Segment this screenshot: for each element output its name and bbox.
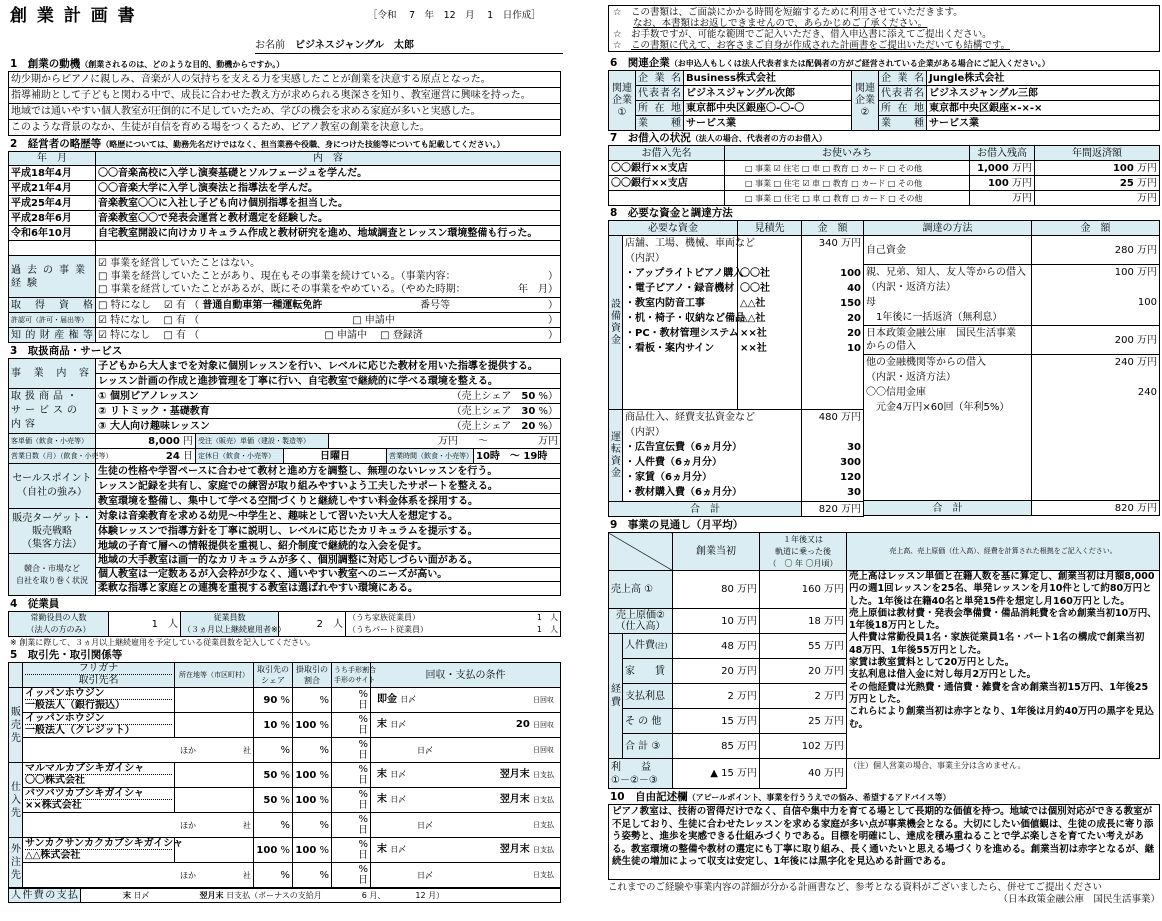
working-amount: 30	[847, 442, 861, 453]
checkbox[interactable]: □	[380, 329, 390, 341]
equipment-item: ・机・椅子・収納など備品	[625, 313, 745, 324]
funding-sources-table: 調達の方法 金 額 自己資金 280 万円 親、兄弟、知人、友人等からの借入 （内訳・返済方法） 母 1年後に一括返済（無利息） 100 万円 100 日本政策金融公庫 国民生活事業 からの借入 200 万円 他の金融機関等からの借入 （内訳・返済方法） 〇〇信用金庫 元金4万円×60回（年利5%） 240 万円 240 合 計 820 万円	[863, 220, 1160, 517]
motive-line: 地域では通いやすい個人教室が圧倒的に不足していたため、学びの機会を求める家庭が多いと実感した。	[9, 104, 561, 120]
product-name: ① 個別ピアノレッスン	[98, 390, 199, 402]
company-2-address: 東京都中央区銀座×-×-×	[927, 101, 1160, 116]
partner-terms: 末 日〆 翌月末 日支払	[371, 788, 561, 813]
equipment-label: 設備資金	[609, 236, 623, 410]
product-name: ② リトミック・基礎教育	[98, 405, 210, 417]
close-time: 19時	[523, 450, 548, 462]
equipment-vendor: △△社	[740, 313, 766, 324]
sales-point-label: セールスポイント （自社の強み）	[9, 464, 96, 509]
equipment-amount: 100	[840, 268, 861, 279]
equipment-amount: 20	[847, 313, 861, 324]
target-label: 販売ターゲット・ 販売戦略 （集客方法）	[9, 509, 96, 554]
other-partners: ほか 社	[23, 813, 254, 838]
checkbox-checked[interactable]: ☑	[98, 329, 107, 341]
checkbox[interactable]: □	[163, 329, 173, 341]
checkbox[interactable]: □	[822, 193, 831, 203]
section-10-title: 10 自由記述欄（アピールポイント、事業を行ううえでの悩み、希望するアドバイス等）	[610, 791, 951, 803]
cogs-after: 18	[808, 615, 821, 627]
past-option: 事業を経営していたことがあるが、既にその事業をやめている。（やめた時期：	[110, 284, 466, 295]
checkbox[interactable]: □	[98, 271, 108, 282]
paren: ）	[548, 271, 558, 282]
target-line: 体験レッスンで指導方針を丁寧に説明し、レベルに応じたカリキュラムを提示する。	[96, 524, 561, 539]
checkbox[interactable]: □	[822, 178, 831, 188]
profit-initial: ▲ 15	[710, 768, 734, 779]
related-company-1-label: 関連 企業 ①	[609, 71, 636, 131]
loan-annual: 100	[1112, 162, 1134, 174]
bonus-month-2: 12	[415, 891, 426, 900]
outlook-table: 創業当初 １年後又は 軌道に乗った後 （ 〇 年 〇月頃） 売上高、売上原価（仕入高）、経費を計算された根拠をご記入ください。 売上高 ① 80 万円 160 万円 売上高はレッスン単価と在籍人数を基に算定し、創業当初は月額8,000円の週1回レッスンを25名、単発レッスンを月10件として約80万円とした。1年後は在籍40名と単発15件を想定し月160万円とした。 売上原価は教材費・発表会準備費・備品消耗費を含め創業当初10万円、1年後18万円とした。 人件費は常勤役員1名・家族従業員1名・パート1名の構成で創業当初48万円、1年後55万円とした。 家賃は教室賃料として20万円とした。 支払利息は借入金に対し毎月2万円とした。 その他経費は光熱費・通信費・雑費を含め創業当初15万円、1年後25万円とした。 これらにより創業当初は赤字となり、1年後は月約40万円の黒字を見込む。 売上原価② （仕入高） 10 万円 18 万円 経費 人件費(注) 48 万円 55 万円 家 賃 20 万円 20 万円 支払利息 2 万円 2 万円 そ の 他 15 万円 25 万円 合 計 ③ 85 万円 102 万円 利 益 ①－②－③ ▲ 15 万円 40 万円 （注）個人営業の場合、事業主分は含めません。	[608, 532, 1160, 789]
business-days-label: 営業日数（月）（飲食・小売等）	[9, 449, 96, 464]
partner-share: 50	[263, 794, 278, 806]
checkbox[interactable]: □	[888, 193, 896, 203]
equipment-amount: 150	[840, 298, 861, 309]
working-amount: 120	[840, 472, 861, 483]
partner-terms: 末 日〆 翌月末 日支払	[371, 763, 561, 788]
family-count: 1	[536, 613, 542, 622]
career-date: 令和6年10月	[9, 226, 96, 241]
equipment-vendor: 〇〇社	[740, 268, 770, 279]
own-funds: 280	[1114, 244, 1134, 256]
col-content: 内 容	[96, 152, 561, 166]
checkbox-checked[interactable]: ☑	[98, 258, 107, 269]
products-table: 事業内容 子どもから大人までを対象に個別レッスンを行い、レベルに応じた教材を用いた指導を提供する。 レッスン計画の作成と進捗管理を丁寧に行い、自宅教室で継続的に学べる環境を整える。 取扱商品・サービスの内容 ① 個別ピアノレッスン （売上シェア 50 %） ② リトミック・基礎教育 （売上シェア 30 %） ③ 大人向け趣味レッスン （売上シェア 20 %） 客単価（飲食・小売等） 8,000 円 受注（販売）単価（建設・製造等） 万円 ～ 万円 営業日数（月）（飲食・小売等） 24 日 定休日（飲食・小売等） 日曜日 営業時間（飲食・小売等） 10時 ～ 19時 セールスポイント （自社の強み） 生徒の性格や学習ペースに合わせて教材と進め方を調整し、無理のないレッスンを行う。 レッスン記録を共有し、家庭での練習が取り組みやすいよう工夫したサポートを整える。 教室環境を整備し、集中して学べる空間づくりと継続しやすい料金体系を採用する。 販売ターゲット・ 販売戦略 （集客方法） 対象は音楽教育を求める幼児～中学生と、趣味として習いたい大人を想定する。 体験レッスンで指導方針を丁寧に説明し、レベルに応じたカリキュラムを提示する。 地域の子育て層への情報提供を重視し、紹介制度で継続的な入会を促す。 競合・市場など 自社を取り巻く状況 地域の大手教室は画一的なカリキュラムが多く、個別調整に対応しづらい面がある。 個人教室は一定数あるが入会枠が少なく、通いやすい教室へのニーズが高い。 柔軟な指導と家庭との連携を重視する教室は選ばれやすい環境にある。	[8, 358, 561, 596]
equipment-amount: 40	[847, 283, 861, 294]
equipment-vendor: ××社	[740, 343, 767, 354]
partner-terms: 末 日〆 翌月末 日支払	[371, 838, 561, 863]
loan-purpose: □ 事業 □ 住宅 ☑ 車 □ 教育 □ カード □ その他	[725, 176, 970, 191]
checkbox[interactable]: □	[745, 193, 753, 203]
partner-row: イッパンホウジン 一般法人（クレジット） 10 % 100 % % 日 末 日〆 20 日回収	[9, 713, 561, 738]
motive-line: 幼少期からピアノに親しみ、音楽が人の気持ちを支える力を実感したことが創業を決意する原点となった。	[9, 72, 561, 88]
competition-line: 個人教室は一定数あるが入会枠が少なく、通いやすい教室へのニーズが高い。	[96, 568, 561, 582]
section-7-title: 7 お借入の状況（法人の場合、代表者の方のお借入）	[610, 132, 827, 144]
partner-name: バツバツカブシキガイシャ ××株式会社	[23, 788, 175, 813]
checkbox[interactable]: □	[324, 329, 334, 341]
partner-share: 90	[263, 694, 278, 706]
partner-name: イッパンホウジン 一般法人（銀行振込）	[23, 688, 175, 713]
section-2-title: 2 経営者の略歴等（略歴については、勤務先名だけではなく、担当業務や役職、身につけた技能等についても記載してください。）	[10, 138, 505, 150]
created-date: ［令和 7 年 12 月 1 日作成］	[368, 10, 541, 21]
career-text: 音楽教室〇〇で発表会運営と教材選定を経験した。	[96, 211, 561, 226]
notice-line: お手数ですが、可能な範囲でご記入いただき、借入申込書に添えてご提出ください。	[631, 29, 992, 40]
career-text: 〇〇音楽大学に入学し演奏法と指導法を学んだ。	[96, 181, 561, 196]
working-amount: 300	[840, 457, 861, 468]
partner-row: 販売先 イッパンホウジン 一般法人（銀行振込） 90 % % % 日 即金 日〆 日回収	[9, 688, 561, 713]
sales-after: 160	[801, 584, 821, 595]
qualification-label: 取得資格	[9, 298, 96, 313]
checkbox[interactable]: □	[773, 178, 782, 188]
product-share: 20	[521, 420, 536, 432]
outlook-note: （注）個人営業の場合、事業主分は含めません。	[847, 759, 1160, 789]
star-icon: ☆	[613, 29, 622, 40]
cogs-initial: 10	[721, 615, 734, 627]
loan-row: 〇〇銀行××支店 □ 事業 □ 住宅 ☑ 車 □ 教育 □ カード □ その他 100 万円 25 万円	[609, 176, 1160, 191]
open-time: 10時	[476, 450, 500, 462]
past-experience-label: 過去の事業経験	[9, 256, 96, 298]
past-option: 事業を経営していたことがあり、現在もその事業を続けている。（事業内容：	[110, 271, 456, 282]
loan-balance: 100	[987, 177, 1009, 189]
partner-row: ほか 社 % % % 日 日〆 日支払	[9, 813, 561, 838]
company-1-industry: サービス業	[684, 116, 852, 131]
partner-row: 外注先 サンカクサンカクカブシキガイシャ △△株式会社 100 % 100 % % 日 末 日〆 翌月末 日支払	[9, 838, 561, 863]
company-1-rep: ビジネスジャングル次郎	[684, 86, 852, 101]
checkbox[interactable]: □	[98, 284, 108, 295]
past-option: 事業を経営していたことはない。	[110, 258, 261, 269]
working-capital-label: 運転資金	[609, 410, 623, 502]
other-partners: ほか 社	[23, 738, 254, 763]
lender: 〇〇銀行××支店	[609, 176, 725, 191]
loan-purpose: □ 事業 ☑ 住宅 □ 車 □ 教育 □ カード □ その他	[725, 161, 970, 176]
checkbox[interactable]: □	[822, 163, 831, 173]
career-table: 年 月 内 容 平成18年4月 〇〇音楽高校に入学し演奏基礎とソルフェージュを学んだ。 平成21年4月 〇〇音楽大学に入学し演奏法と指導法を学んだ。 平成25年4月 音楽教室〇〇に入社し子ども向け個別指導を担当した。 平成28年6月 音楽教室〇〇で発表会運営と教材選定を経験した。 令和6年10月 自宅教室開設に向けカリキュラム作成と教材研究を進め、地域調査とレッスン環境整備も行った。 過去の事業経験 ☑ 事業を経営していたことはない。 □ 事業を経営していたことがあり、現在もその事業を続けている。（事業内容： ） □ 事業を経営していたことがあるが、既にその事業をやめている。（やめた時期： 年 月） 取得資格 □ 特になし ☑ 有 （ 普通自動車第一種運転免許 番号等 ） 許認可（許可・届出等） ☑ 特になし □ 有 （ □ 申請中 ） 知的財産権等 ☑ 特になし □ 有 （ □ 申請中 □ 登録済 ）	[8, 151, 561, 343]
motive-line: 指導補助として子どもと関わる中で、成長に合わせた教え方が求められる奥深さを知り、教室運営に興味を持った。	[9, 88, 561, 104]
col-credit: 掛取引の割合	[293, 663, 332, 688]
payroll-label: 人件費の支払	[9, 889, 81, 903]
equipment-item: ・アップライトピアノ購入	[625, 268, 744, 279]
permit-label: 許認可（許可・届出等）	[9, 313, 96, 328]
section-6-title: 6 関連企業（お申込人もしくは法人代表者または配偶者の方がご経営されている企業がある場合にご記入ください。）	[610, 57, 1050, 69]
qualification-value: 普通自動車第一種運転免許	[202, 299, 323, 311]
col-share: 取引先のシェア	[254, 663, 293, 688]
career-date: 平成25年4月	[9, 196, 96, 211]
family-loan: 100	[1114, 267, 1134, 278]
checkbox[interactable]: ☑	[802, 178, 810, 188]
ip-label: 知的財産権等	[9, 328, 96, 343]
section-1-title: 1 創業の動機（創業されるのは、どのような目的、動機からですか。）	[10, 58, 285, 70]
partner-credit: 100	[295, 844, 317, 856]
partner-row: ほか 社 % % % 日 日〆 日回収	[9, 738, 561, 763]
lender: 〇〇銀行××支店	[609, 161, 725, 176]
checkbox[interactable]: □	[851, 193, 860, 203]
loan-annual: 25	[1119, 177, 1134, 189]
checkbox[interactable]: □	[801, 163, 810, 173]
other-loan: 240	[1114, 357, 1134, 368]
partner-name: イッパンホウジン 一般法人（クレジット）	[23, 713, 175, 738]
checkbox[interactable]: □	[851, 163, 859, 173]
notice-line: この書類に代えて、お客さまご自身が作成された計画書をご提出いただいても結構です。	[631, 40, 1011, 51]
business-days: 24	[165, 450, 180, 462]
checkbox-checked[interactable]: ☑	[98, 314, 107, 326]
company-2-industry: サービス業	[927, 116, 1160, 131]
product-share: 50	[521, 390, 536, 402]
applicant-name	[255, 39, 563, 54]
motive-line: このような背景のなか、生徒が自信を育める場をつくるため、ピアノ教室の創業を決意した。	[9, 120, 561, 136]
section-3-title: 3 取扱商品・サービス	[10, 345, 123, 357]
profit-after: 40	[808, 768, 821, 779]
business-line: レッスン計画の作成と進捗管理を丁寧に行い、自宅教室で継続的に学べる環境を整える。	[96, 374, 561, 389]
lender	[609, 191, 725, 206]
career-text: 音楽教室〇〇に入社し子ども向け個別指導を担当した。	[96, 196, 561, 211]
company-1-address: 東京都中央区銀座〇-〇-〇	[684, 101, 852, 116]
col-date: 年 月	[9, 152, 96, 166]
partner-location	[175, 763, 254, 788]
col-terms: 回収・支払の条件	[371, 663, 561, 688]
footer-issuer: （日本政策金融公庫 国民生活事業）	[998, 894, 1160, 905]
partner-category: 販売先	[9, 688, 23, 763]
working-capital-total: 480	[818, 412, 838, 423]
working-item: ・教材購入費（6ヵ月分）	[625, 487, 742, 498]
funds-section	[608, 220, 1160, 517]
col-location: 所在地等（市区町村）	[175, 663, 254, 688]
checkbox[interactable]: □	[802, 193, 810, 203]
employees-count: 2	[316, 618, 323, 630]
free-description: ピアノ教室は、技術の習得だけでなく、自信や集中力を育てる場として長期的な価値を持つ。地域では個別対応ができる教室が不足しており、生徒に合わせたレッスンを求める家庭が多い点が事業機会となる。大切にしたい価値観は、生徒の成長に寄り添う姿勢と、進歩を実感できる仕組みづくりである。目標を明確にし、達成を積み重ねることで学ぶ楽しさを育てたい考えがある。教室環境の整備や教材の選定にも丁寧に取り組み、長く通いたいと思える場づくりを進める。創業当初は赤字となるが、継続生徒の増加によって収支は安定し、1年後には黒字化を見込める計画である。	[608, 804, 1160, 880]
section-9-title: 9 事業の見通し（月平均）	[610, 519, 744, 531]
partner-terms: 末 日〆 20 日回収	[371, 713, 561, 738]
partner-location	[175, 788, 254, 813]
partner-share: 10	[263, 719, 278, 731]
order-price-label: 受注（販売）単価（建設・製造等）	[196, 434, 329, 449]
checkbox[interactable]: □	[745, 163, 753, 173]
working-item: ・家賃（6ヵ月分）	[625, 472, 712, 483]
payroll-row: 人件費の支払 末 日〆 翌月末 日支払（ボーナスの支給月 6 月、 12 月）	[8, 888, 561, 903]
notice-line: この書類は、ご面談にかかる時間を短縮するために利用させていただきます。	[631, 7, 963, 18]
target-line: 対象は音楽教育を求める幼児～中学生と、趣味として習いたい大人を想定する。	[96, 509, 561, 524]
checkbox[interactable]: □	[851, 178, 859, 188]
career-date: 平成28年6月	[9, 211, 96, 226]
checkbox[interactable]: □	[352, 314, 362, 326]
right-column	[608, 5, 1160, 906]
partner-name: マルマルカブシキガイシャ 〇〇株式会社	[23, 763, 175, 788]
section-5-title: 5 取引先・取引関係等	[10, 649, 123, 661]
partner-location	[175, 713, 254, 738]
equipment-amount: 20	[847, 328, 861, 339]
equipment-total: 340	[818, 238, 838, 249]
left-column	[8, 58, 561, 903]
unit-price-label: 客単価（飲食・小売等）	[9, 434, 96, 449]
equipment-amount: 10	[847, 343, 861, 354]
equipment-item: ・PC・教材管理システム	[625, 328, 739, 339]
working-item: ・広告宣伝費（6ヵ月分）	[625, 442, 742, 453]
partner-credit: 100	[295, 719, 317, 731]
products-label: 取扱商品・サービスの内容	[9, 389, 96, 434]
loan-balance: 1,000	[977, 162, 1009, 174]
partner-credit: 100	[295, 769, 317, 781]
partner-credit: 100	[295, 794, 317, 806]
loan-row: □ 事業 □ 住宅 □ 車 □ 教育 □ カード □ その他 万円 万円	[609, 191, 1160, 206]
partner-name: サンカクサンカクカブシキガイシャ △△株式会社	[23, 838, 175, 863]
product-share: 30	[521, 405, 536, 417]
career-date: 平成21年4月	[9, 181, 96, 196]
partner-terms: 即金 日〆 日回収	[371, 688, 561, 713]
checkbox[interactable]: □	[773, 193, 782, 203]
notice-box	[608, 5, 1160, 52]
equipment-vendor: 〇〇社	[740, 283, 770, 294]
officers-count: 1	[151, 618, 158, 630]
checkbox[interactable]: □	[98, 299, 108, 311]
section-8-title: 8 必要な資金と調達方法	[610, 207, 733, 219]
employees-label: 従業員数 （３ヵ月以上継続雇用者※）	[181, 612, 279, 637]
holiday-label: 定休日（飲食・小売等）	[196, 449, 284, 464]
bonus-month-1: 6	[361, 891, 367, 900]
outlook-basis: 売上高はレッスン単価と在籍人数を基に算定し、創業当初は月額8,000円の週1回レッスンを25名、単発レッスンを月10件として約80万円とした。1年後は在籍40名と単発15件を想定し月160万円とした。 売上原価は教材費・発表会準備費・備品消耗費を含め創業当初10万円、1年後18万円とした。 人件費は常勤役員1名・家族従業員1名・パート1名の構成で創業当初48万円、1年後55万円とした。 家賃は教室賃料として20万円とした。 支払利息は借入金に対し毎月2万円とした。 その他経費は光熱費・通信費・雑費を含め創業当初15万円、1年後25万円とした。 これらにより創業当初は赤字となり、1年後は月約40万円の黒字を見込む。	[847, 571, 1160, 759]
career-text: 〇〇音楽高校に入学し演奏基礎とソルフェージュを学んだ。	[96, 166, 561, 181]
company-1-name: Business株式会社	[684, 71, 852, 86]
total-sources: 820	[1114, 502, 1134, 514]
target-line: 地域の子育て層への情報提供を重視し、紹介制度で継続的な入会を促す。	[96, 539, 561, 554]
competition-label: 競合・市場など 自社を取り巻く状況	[9, 554, 96, 596]
partners-table: フリガナ 取引先名 所在地等（市区町村） 取引先のシェア 掛取引の割合 うち手形割合 手形のサイト 回収・支払の条件 販売先 イッパンホウジン 一般法人（銀行振込） 90 % % % 日 即金 日〆 日回収 イッパンホウジン 一般法人（クレジット） 10 % 100 % % 日 末 日〆 20 日回収 ほか 社 % % % 日 日〆 日回収 仕入先 マルマルカブシキガイシャ 〇〇株式会社 50 % 100 % % 日 末 日〆 翌月末 日支払 バツバツカブシキガイシャ ××株式会社 50 % 100 % % 日 末 日〆 翌月末 日支払 ほか 社 % % % 日 日〆 日支払 外注先 サンカクサンカクカブシキガイシャ △△株式会社 100 % 100 % % 日 末 日〆 翌月末 日支払 ほか 社 % % % 日 日〆 日支払	[8, 662, 561, 888]
working-item: ・人件費（6ヵ月分）	[625, 457, 722, 468]
related-company-2-label: 関連 企業 ②	[852, 71, 879, 131]
col-partner-name: 取引先名	[78, 675, 119, 686]
checkbox[interactable]: □	[887, 178, 896, 188]
equipment-vendor: △△社	[740, 298, 766, 309]
partner-share: 100	[256, 844, 278, 856]
partner-row: ほか 社 % % % 日 日〆 日支払	[9, 863, 561, 888]
motive-table	[8, 71, 561, 136]
competition-line: 地域の大手教室は画一的なカリキュラムが多く、個別調整に対応しづらい面がある。	[96, 554, 561, 568]
funds-needed-table: 必要な資金 見積先 金 額 設備資金 店舗、工場、機械、車両など （内訳） ・アップライトピアノ購入 ・電子ピアノ・録音機材 ・教室内防音工事 ・机・椅子・収納など備品 ・PC・教材管理システム ・看板・案内サイン 〇〇社 〇〇社 △△社 △△社 ××社 ××社 340 万円 100 40 150 20 20 10 運転資金 商品仕入、経費支払資金など （内訳） ・広告宣伝費（6ヵ月分） ・人件費（6ヵ月分） ・家賃（6ヵ月分） ・教材購入費（6ヵ月分） 480 万円 30 300 120 30 合 計 820 万円	[608, 220, 864, 517]
equipment-item: ・教室内防音工事	[625, 298, 705, 309]
total-needed: 820	[818, 503, 838, 515]
star-icon: ☆	[613, 7, 622, 18]
diagonal-cell	[609, 533, 673, 571]
hours-label: 営業時間（飲食・小売等）	[387, 449, 474, 464]
own-funds-label: 自己資金	[864, 236, 1032, 265]
business-line: 子どもから大人までを対象に個別レッスンを行い、レベルに応じた教材を用いた指導を提供する。	[96, 359, 561, 374]
partner-category: 仕入先	[9, 763, 23, 838]
loan-row: 〇〇銀行××支店 □ 事業 ☑ 住宅 □ 車 □ 教育 □ カード □ その他 1,000 万円 100 万円	[609, 161, 1160, 176]
part-count: 1	[536, 625, 542, 634]
career-date: 平成18年4月	[9, 166, 96, 181]
product-name: ③ 大人向け趣味レッスン	[98, 420, 210, 432]
officers-label: 常勤役員の人数 （法人の方のみ）	[9, 612, 109, 637]
partner-row: 仕入先 マルマルカブシキガイシャ 〇〇株式会社 50 % 100 % % 日 末 日〆 翌月末 日支払	[9, 763, 561, 788]
footer-note: これまでのご経験や事業内容の詳細が分かる計画書など、参考となる資料がございましたら、併せてご提出ください	[608, 882, 1103, 893]
partner-share: 50	[263, 769, 278, 781]
loans-table: お借入先名 お使いみち お借入残高 年間返済額 〇〇銀行××支店 □ 事業 ☑ 住宅 □ 車 □ 教育 □ カード □ その他 1,000 万円 100 万円 〇〇銀行××支店 □ 事業 □ 住宅 ☑ 車 □ 教育 □ カード □ その他 100 万円 25 万円 □ 事業 □ 住宅 □ 車 □ 教育 □ カード □ その他 万円 万円	[608, 145, 1160, 206]
checkbox[interactable]: □	[887, 163, 896, 173]
partner-category: 外注先	[9, 838, 23, 888]
loan-purpose: □ 事業 □ 住宅 □ 車 □ 教育 □ カード □ その他	[725, 191, 970, 206]
unit-price: 8,000	[148, 435, 180, 447]
partner-row: バツバツカブシキガイシャ ××株式会社 50 % 100 % % 日 末 日〆 翌月末 日支払	[9, 788, 561, 813]
partner-location	[175, 838, 254, 863]
company-2-rep: ビジネスジャングル三郎	[927, 86, 1160, 101]
working-amount: 30	[847, 487, 861, 498]
sales-point: 教室環境を整備し、集中して学べる空間づくりと継続しやすい料金体系を採用する。	[96, 494, 561, 509]
business-label: 事業内容	[9, 359, 96, 389]
equipment-vendor: ××社	[740, 328, 767, 339]
name-value: ビジネスジャングル 太郎	[295, 40, 414, 51]
employees-table: 常勤役員の人数 （法人の方のみ） 1 人 従業員数 （３ヵ月以上継続雇用者※） 2 人 （うち家族従業員） 1 人 （うちパート従業員） 1 人	[8, 611, 561, 637]
employees-note: ※ 創業に際して、３ヵ月以上継続雇用を予定している従業員数を記入してください。	[10, 638, 316, 647]
sales-point: 生徒の性格や学習ペースに合わせて教材と進め方を調整し、無理のないレッスンを行う。	[96, 464, 561, 479]
company-2-name: Jungle株式会社	[927, 71, 1160, 86]
checkbox[interactable]: □	[163, 314, 173, 326]
sales-initial: 80	[721, 584, 734, 595]
jfc-loan: 200	[1114, 334, 1134, 346]
competition-line: 柔軟な指導と家庭との連携を重視する教室は選ばれやすい環境にある。	[96, 582, 561, 596]
other-partners: ほか 社	[23, 863, 254, 888]
page-title: 創 業 計 画 書	[10, 6, 137, 26]
equipment-item: ・電子ピアノ・録音機材	[625, 283, 735, 294]
partner-location	[175, 688, 254, 713]
holiday: 日曜日	[284, 449, 387, 464]
career-text: 自宅教室開設に向けカリキュラム作成と教材研究を進め、地域調査とレッスン環境整備も行った。	[96, 226, 561, 241]
notice-line: なお、本書類はお返しできませんので、あらかじめご了承ください。	[633, 18, 928, 29]
sales-point: レッスン記録を共有し、家庭での練習が取り組みやすいよう工夫したサポートを整える。	[96, 479, 561, 494]
checkbox-checked[interactable]: ☑	[163, 299, 173, 311]
related-companies-table: 関連 企業 ① 企業名 Business株式会社 関連 企業 ② 企業名 Jungle株式会社 代表者名 ビジネスジャングル次郎 代表者名 ビジネスジャングル三郎 所在地 東京都中央区銀座〇-〇-〇 所在地 東京都中央区銀座×-×-× 業種 サービス業 業種 サービス業	[608, 70, 1160, 131]
checkbox[interactable]: ☑	[773, 163, 781, 173]
checkbox[interactable]: □	[745, 178, 753, 188]
name-label: お名前	[255, 40, 285, 51]
section-4-title: 4 従業員	[10, 598, 60, 610]
equipment-item: ・看板・案内サイン	[625, 343, 715, 354]
star-icon: ☆	[613, 40, 622, 51]
